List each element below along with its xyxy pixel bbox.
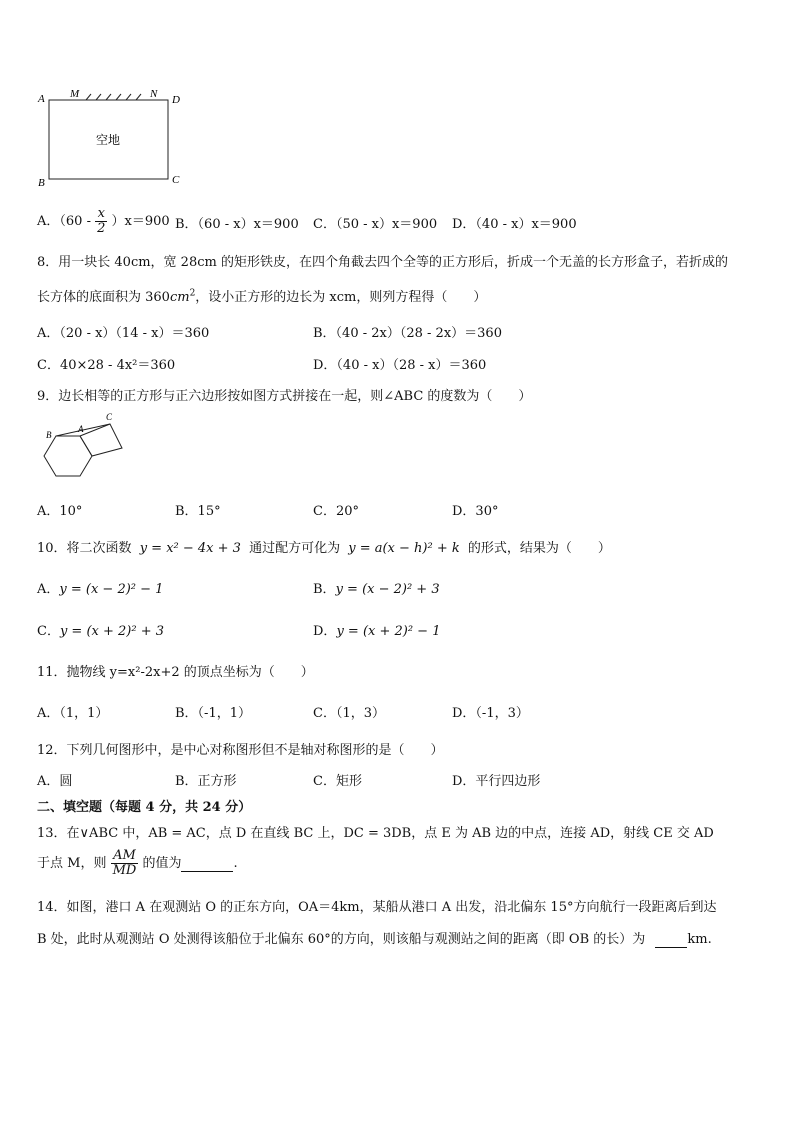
- q10-expr-original: y = x² − 4x + 3: [139, 541, 241, 556]
- q14-stem-line2: B 处，此时从观测站 O 处测得该船位于北偏东 60°的方向，则该船与观测站之间的距离（即 OB 的长）为 km.: [37, 932, 712, 947]
- label-N: N: [150, 88, 158, 100]
- q13-stem-line2: 于点 M，则 $\frac{AM}{MD}$ 的值为 .: [37, 848, 238, 878]
- hexagon-square-figure: [36, 410, 136, 490]
- q12-option-c: C．矩形: [313, 774, 362, 789]
- q8-option-c: C．40×28 - 4x²＝360: [37, 358, 176, 373]
- q7-option-d: D．（40 - x）x＝900: [452, 217, 577, 232]
- q7-option-b: B．（60 - x）x＝900: [175, 217, 299, 232]
- label-A: A: [38, 93, 45, 105]
- q9-stem: 9．边长相等的正方形与正六边形按如图方式拼接在一起，则∠ABC 的度数为（ ）: [37, 389, 532, 404]
- q11-option-c: C．（1，3）: [313, 706, 385, 721]
- rectangle-figure: [30, 82, 200, 192]
- q9-option-a: A．10°: [37, 504, 83, 519]
- fig-label-B: B: [46, 430, 52, 440]
- q8-option-d: D．（40 - x）（28 - x）＝360: [313, 358, 487, 373]
- q10-stem: 10．将二次函数 y = x² − 4x + 3 通过配方可化为 y = a(x − h)² + k 的形式，结果为（ ）: [37, 541, 611, 556]
- q8-stem-line1: 8．用一块长 40cm，宽 28cm 的矩形铁皮，在四个角截去四个全等的正方形后，折成一个无盖的长方形盒子，若折成的: [37, 255, 728, 270]
- q12-option-d: D．平行四边形: [452, 774, 541, 789]
- q9-option-b: B．15°: [175, 504, 221, 519]
- q10-option-b: B．y = (x − 2)² + 3: [313, 582, 440, 597]
- label-B: B: [38, 177, 45, 189]
- q12-stem: 12．下列几何图形中，是中心对称图形但不是轴对称图形的是（ ）: [37, 743, 444, 758]
- answer-blank[interactable]: [181, 856, 233, 872]
- label-empty-lot: 空地: [96, 133, 121, 147]
- q10-expr-vertex-form: y = a(x − h)² + k: [348, 541, 460, 556]
- q8-stem-line2: 长方体的底面积为 $360cm^2$，设小正方形的边长为 xcm，则列方程得（ ）: [37, 288, 487, 305]
- q10-option-d: D．y = (x + 2)² − 1: [313, 624, 441, 639]
- section-heading: 二、填空题（每题 4 分，共 24 分）: [37, 800, 252, 815]
- label-M: M: [70, 88, 80, 100]
- q9-option-c: C．20°: [313, 504, 359, 519]
- fig-label-C: C: [106, 412, 113, 422]
- fig-label-A: A: [78, 424, 84, 434]
- q12-option-a: A．圆: [37, 774, 73, 789]
- label-D: D: [172, 94, 180, 106]
- q11-option-d: D．（-1，3）: [452, 706, 529, 721]
- label-C: C: [172, 174, 180, 186]
- q9-option-d: D．30°: [452, 504, 499, 519]
- q10-option-a: A．y = (x − 2)² − 1: [37, 582, 164, 597]
- q14-stem-line1: 14．如图，港口 A 在观测站 O 的正东方向，OA＝4km，某船从港口 A 出发，沿北偏东 15°方向航行一段距离后到达: [37, 900, 717, 915]
- q7-option-a: A．（60 - $\frac{x}{2}$ ）x＝900: [37, 206, 170, 236]
- q11-option-b: B．（-1，1）: [175, 706, 251, 721]
- q10-option-c: C．y = (x + 2)² + 3: [37, 624, 164, 639]
- q11-option-a: A．（1，1）: [37, 706, 109, 721]
- answer-blank[interactable]: [655, 932, 687, 948]
- q8-option-b: B．（40 - 2x）（28 - 2x）＝360: [313, 326, 502, 341]
- q8-option-a: A．（20 - x）（14 - x）＝360: [37, 326, 210, 341]
- q7-option-c: C．（50 - x）x＝900: [313, 217, 438, 232]
- q11-stem: 11．抛物线 y=x²-2x+2 的顶点坐标为（ ）: [37, 665, 314, 680]
- q13-stem-line1: 13．在∨ABC 中，AB = AC，点 D 在直线 BC 上，DC = 3DB，点 E 为 AB 边的中点，连接 AD，射线 CE 交 AD: [37, 826, 714, 841]
- q12-option-b: B．正方形: [175, 774, 237, 789]
